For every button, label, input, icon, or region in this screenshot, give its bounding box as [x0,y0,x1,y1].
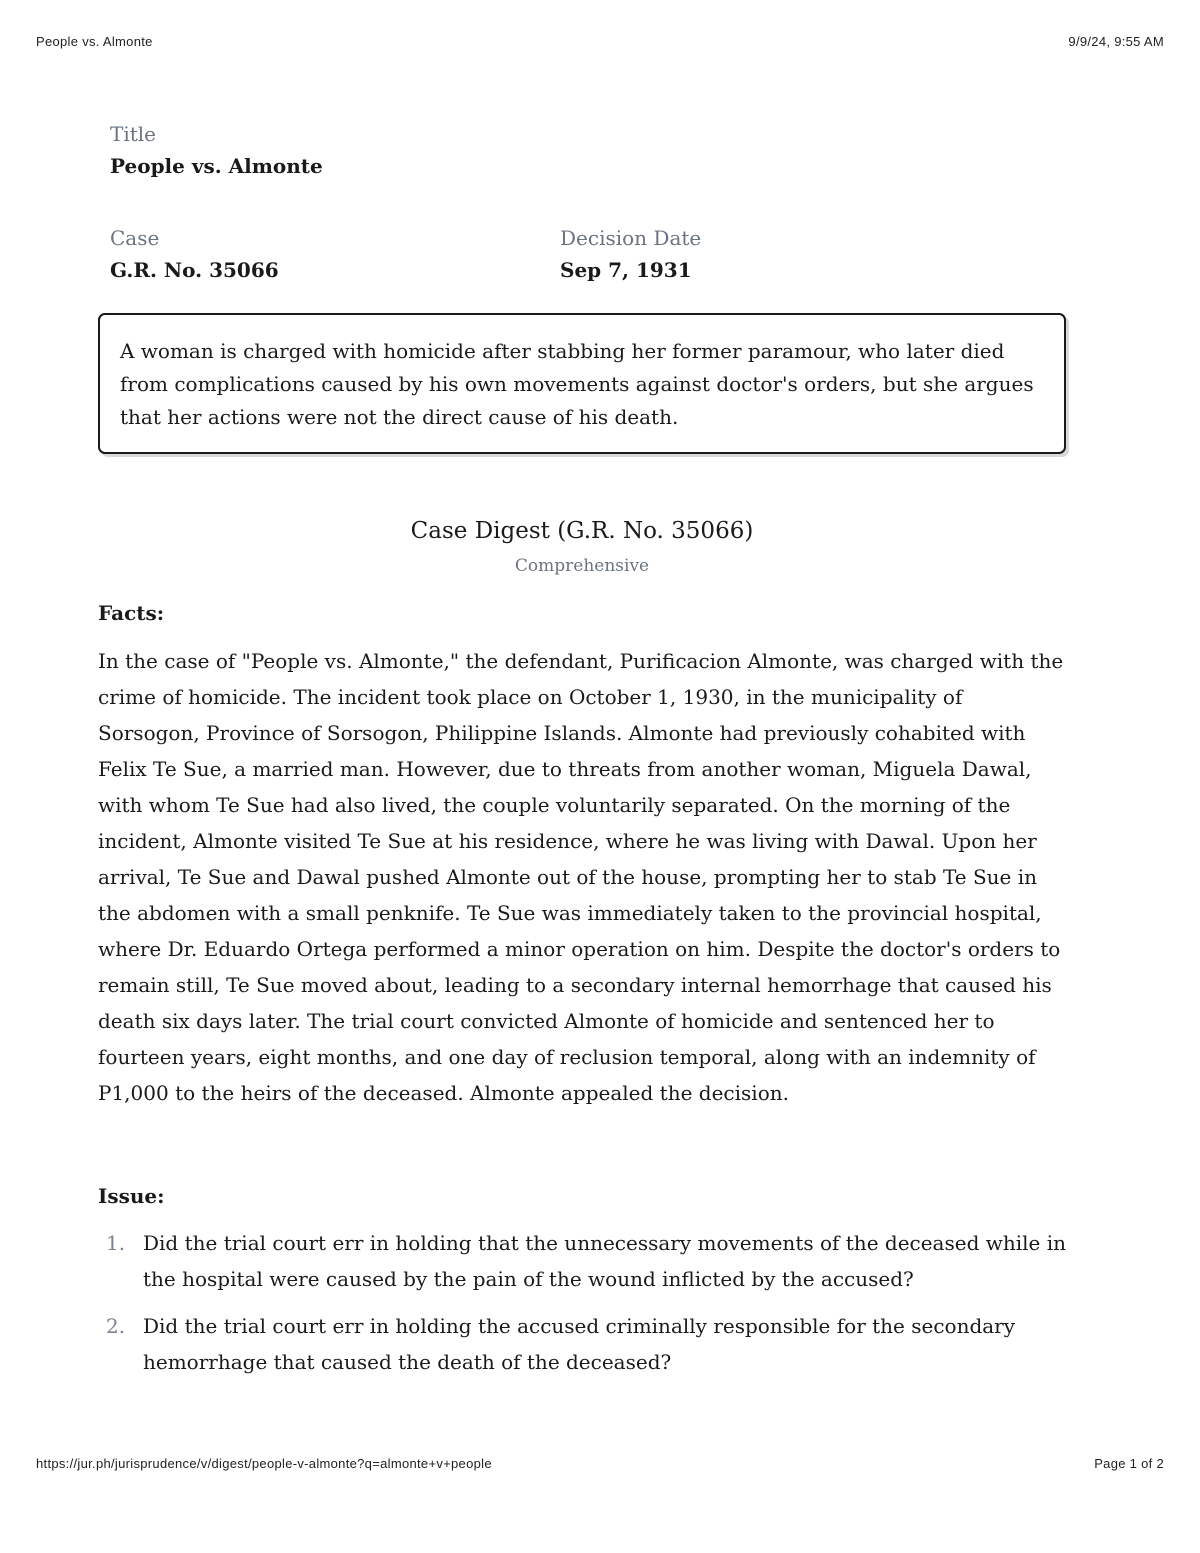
footer-url: https://jur.ph/jurisprudence/v/digest/people-v-almonte?q=almonte+v+people [36,1456,492,1471]
issue-text: Did the trial court err in holding that the unnecessary movements of the deceased while in the hospital were caused by the pain of the wound inflicted by the accused? [143,1231,1067,1291]
case-block [110,224,560,284]
decision-date-value: Sep 7, 1931 [560,258,692,282]
issue-item [98,1308,1066,1380]
issue-heading: Issue: [98,1184,165,1208]
print-header [36,34,1164,49]
issue-text: Did the trial court err in holding the accused criminally responsible for the secondary hemorrhage that caused the death of the deceased? [143,1314,1016,1374]
decision-date-label: Decision Date [560,226,702,250]
case-info-row [110,224,1010,284]
case-summary-box: A woman is charged with homicide after stabbing her former paramour, who later died from complications caused by his own movements against doctor's orders, but she argues that her actions were not the direct cause of his death. [98,313,1066,454]
facts-heading: Facts: [98,601,165,625]
title-label: Title [110,122,157,146]
issue-number: 1. [106,1231,126,1255]
case-label: Case [110,226,160,250]
case-number: G.R. No. 35066 [110,258,279,282]
issue-number: 2. [106,1314,126,1338]
title-value: People vs. Almonte [110,154,323,178]
title-block [110,120,810,180]
digest-heading: Case Digest (G.R. No. 35066) [410,518,754,544]
print-footer [36,1456,1164,1471]
issue-item [98,1225,1066,1297]
decision-date-block [560,224,1010,284]
footer-page-number: Page 1 of 2 [1094,1456,1164,1471]
print-header-title: People vs. Almonte [36,34,153,49]
digest-subheading: Comprehensive [514,556,650,576]
issue-list [98,1225,1066,1391]
facts-body: In the case of "People vs. Almonte," the defendant, Purificacion Almonte, was charged with the crime of homicide. The incident took place on October 1, 1930, in the municipality of Sorsogon, Province of Sorsogon, Philippine Islands. Almonte had previously cohabited with Felix Te Sue, a married man. However, due to threats from another woman, Miguela Dawal, with whom Te Sue had also lived, the couple voluntarily separated. On the morning of the incident, Almonte visited Te Sue at his residence, where he was living with Dawal. Upon her arrival, Te Sue and Dawal pushed Almonte out of the house, prompting her to stab Te Sue in the abdomen with a small penknife. Te Sue was immediately taken to the provincial hospital, where Dr. Eduardo Ortega performed a minor operation on him. Despite the doctor's orders to remain still, Te Sue moved about, leading to a secondary internal hemorrhage that caused his death six days later. The trial court convicted Almonte of homicide and sentenced her to fourteen years, eight months, and one day of reclusion temporal, along with an indemnity of P1,000 to the heirs of the deceased. Almonte appealed the decision. [98,649,1064,1105]
print-header-timestamp: 9/9/24, 9:55 AM [1068,34,1164,49]
